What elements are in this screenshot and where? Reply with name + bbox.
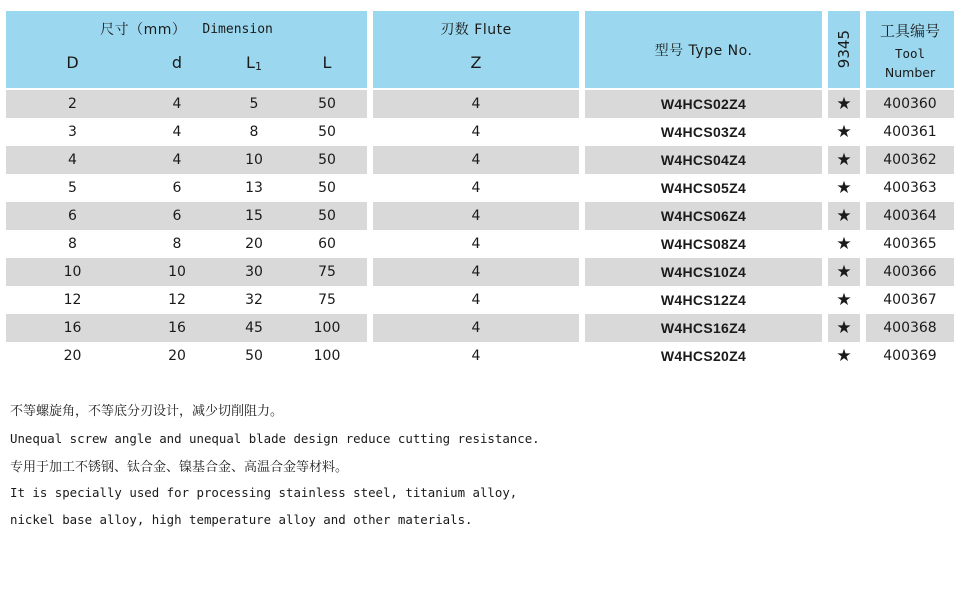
cell-D: 2: [68, 96, 77, 112]
cell-D: 12: [63, 292, 82, 308]
flute-label: 刃数 Flute: [440, 22, 512, 38]
cell-d: 4: [172, 124, 182, 140]
cell-tool-number: 400368: [883, 320, 937, 336]
star-icon: ★: [836, 290, 852, 310]
cell-d: 6: [172, 180, 182, 196]
dimension-en-label: Dimension: [202, 21, 273, 37]
header-tool-number: [866, 11, 954, 88]
note-en-2: It is specially used for processing stainless steel, titanium alloy,: [10, 485, 518, 500]
cell-tool-number: 400366: [883, 264, 937, 280]
header-type-no: [585, 11, 822, 88]
cell-d: 6: [172, 208, 182, 224]
cell-L: 50: [318, 208, 336, 224]
cell-d: 16: [168, 320, 186, 336]
cell-L: 50: [318, 180, 336, 196]
header-spec: [828, 11, 860, 88]
cell-Z: 4: [471, 236, 481, 252]
dimension-cn-label: 尺寸（mm）: [100, 22, 187, 38]
cell-L: 50: [318, 152, 336, 168]
cell-Z: 4: [471, 96, 481, 112]
header-dimension: [6, 11, 367, 88]
cell-tool-number: 400360: [883, 96, 937, 112]
cell-d: 4: [172, 152, 182, 168]
cell-type-no: W4HCS04Z4: [660, 152, 747, 168]
cell-Z: 4: [471, 320, 481, 336]
cell-type-no: W4HCS02Z4: [660, 96, 747, 112]
tool-cn-label: 工具编号: [879, 22, 940, 40]
col-d-header: d: [171, 53, 183, 72]
cell-D: 5: [68, 180, 77, 196]
cell-type-no: W4HCS10Z4: [660, 264, 747, 280]
cell-L: 100: [313, 348, 341, 364]
cell-tool-number: 400365: [883, 236, 937, 252]
header-flute: [373, 11, 579, 88]
cell-Z: 4: [471, 264, 481, 280]
star-icon: ★: [836, 318, 852, 338]
cell-L: 50: [318, 96, 336, 112]
cell-type-no: W4HCS06Z4: [660, 208, 747, 224]
cell-D: 6: [68, 208, 77, 224]
cell-type-no: W4HCS05Z4: [660, 180, 747, 196]
cell-tool-number: 400369: [883, 348, 937, 364]
star-icon: ★: [836, 234, 852, 254]
note-en-1: Unequal screw angle and unequal blade design reduce cutting resistance.: [10, 431, 540, 446]
cell-d: 12: [168, 292, 186, 308]
tool-en-label-1: Tool: [894, 46, 926, 61]
cell-D: 10: [63, 264, 82, 280]
cell-tool-number: 400362: [883, 152, 937, 168]
col-Z-header: Z: [470, 53, 482, 72]
cell-D: 3: [68, 124, 77, 140]
note-cn-1: 不等螺旋角，不等底分刃设计，减少切削阻力。: [10, 404, 284, 419]
cell-Z: 4: [471, 208, 481, 224]
cell-tool-number: 400361: [883, 124, 937, 140]
cell-L1: 45: [245, 320, 263, 336]
cell-D: 4: [68, 152, 77, 168]
cell-L: 75: [318, 292, 336, 308]
cell-d: 10: [168, 264, 186, 280]
col-L1-subscript: 1: [254, 60, 262, 73]
cell-d: 4: [172, 96, 182, 112]
note-en-3: nickel base alloy, high temperature alloy and other materials.: [10, 512, 473, 527]
cell-L: 60: [318, 236, 336, 252]
star-icon: ★: [836, 94, 852, 114]
star-icon: ★: [836, 122, 852, 142]
cell-tool-number: 400364: [883, 208, 937, 224]
cell-L: 50: [318, 124, 336, 140]
cell-d: 8: [172, 236, 182, 252]
cell-Z: 4: [471, 348, 481, 364]
cell-type-no: W4HCS20Z4: [660, 348, 747, 364]
cell-L1: 30: [245, 264, 263, 280]
cell-L: 100: [313, 320, 341, 336]
cell-L1: 15: [245, 208, 263, 224]
cell-d: 20: [168, 348, 186, 364]
cell-L1: 10: [245, 152, 263, 168]
star-icon: ★: [836, 346, 852, 366]
cell-D: 8: [68, 236, 77, 252]
spec-label: 9345: [835, 30, 853, 69]
cell-type-no: W4HCS08Z4: [660, 236, 747, 252]
cell-Z: 4: [471, 180, 481, 196]
star-icon: ★: [836, 262, 852, 282]
star-icon: ★: [836, 178, 852, 198]
cell-L1: 5: [249, 96, 259, 112]
cell-L1: 50: [245, 348, 263, 364]
col-D-header: D: [66, 53, 79, 72]
cell-Z: 4: [471, 292, 481, 308]
cell-L1: 8: [249, 124, 259, 140]
tool-en-label-2: Number: [884, 65, 936, 80]
cell-type-no: W4HCS03Z4: [660, 124, 747, 140]
cell-Z: 4: [471, 152, 481, 168]
cell-Z: 4: [471, 124, 481, 140]
col-L1-text: L1: [246, 53, 262, 73]
cell-type-no: W4HCS12Z4: [660, 292, 747, 308]
cell-D: 20: [63, 348, 82, 364]
cell-tool-number: 400363: [883, 180, 937, 196]
cell-L: 75: [318, 264, 336, 280]
cell-D: 16: [63, 320, 82, 336]
cell-L1: 32: [245, 292, 263, 308]
cell-L1: 20: [245, 236, 263, 252]
star-icon: ★: [836, 150, 852, 170]
star-icon: ★: [836, 206, 852, 226]
col-L-header: L: [322, 53, 332, 72]
type-no-label: 型号 Type No.: [654, 42, 753, 59]
cell-L1: 13: [245, 180, 263, 196]
cell-type-no: W4HCS16Z4: [660, 320, 747, 336]
cell-tool-number: 400367: [883, 292, 937, 308]
note-cn-2: 专用于加工不锈钢、钛合金、镍基合金、高温合金等材料。: [10, 460, 349, 475]
